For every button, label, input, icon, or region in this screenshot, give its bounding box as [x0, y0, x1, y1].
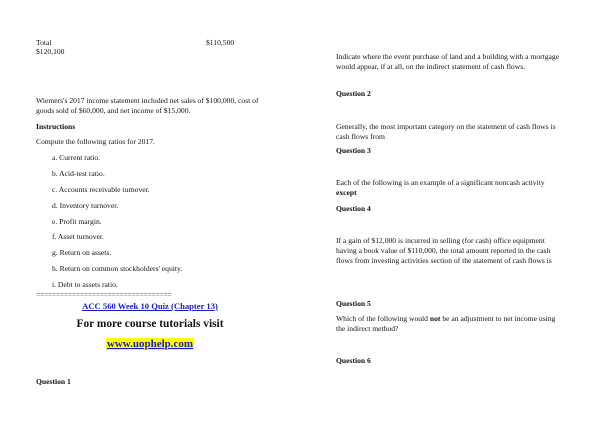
question-4-text: If a gain of $12,000 is incurred in selling (for cash) office equipment having a book value of $110,000, the total amount reported in the cash flows from investing activities section of the statement of cash flows is	[336, 236, 552, 265]
q5-not-keyword: not	[429, 314, 441, 323]
problem-text: Wiemers's 2017 income statement included net sales of $100,000, cost of goods sold of $60,000, and net income of $15,000.	[36, 96, 259, 115]
list-item: c. Accounts receivable turnover.	[52, 184, 150, 194]
question-4-heading: Question 4	[336, 204, 371, 213]
intro-question-text: Indicate where the event purchase of land and a building with a mortgage would appear, if at all, on the indirect statement of cash flows.	[336, 52, 560, 71]
question-3-heading: Question 3	[336, 146, 371, 155]
promo-text: For more course tutorials visit	[76, 318, 224, 330]
list-item: e. Profit margin.	[52, 216, 102, 226]
total-value-a: $110,500	[206, 38, 235, 47]
divider-line: ==================================	[36, 290, 172, 299]
q5-text-after: be an adjustment to net income using the indirect method?	[336, 314, 556, 333]
list-item: b. Acid-test ratio.	[52, 168, 105, 178]
ratio-list	[52, 153, 182, 296]
question-2-heading: Question 2	[336, 89, 371, 98]
total-value-b: $120,100	[36, 47, 65, 56]
question-1-heading: Question 1	[36, 377, 71, 386]
list-item: d. Inventory turnover.	[52, 200, 119, 210]
question-3-text: Each of the following is an example of a significant noncash activity	[336, 178, 545, 187]
list-item: f. Asset turnover.	[52, 232, 104, 242]
question-2-text: Generally, the most important category on the statement of cash flows is cash flows from	[336, 122, 556, 141]
question-5-text	[336, 314, 562, 334]
instructions-heading: Instructions	[36, 122, 76, 131]
question-5-heading: Question 5	[336, 299, 371, 308]
total-label: Total	[36, 38, 52, 47]
q5-text-before: Which of the following would	[336, 314, 430, 323]
question-3-keyword: except	[336, 188, 357, 197]
question-6-heading: Question 6	[336, 356, 371, 365]
site-link[interactable]: www.uophelp.com	[106, 338, 194, 350]
right-page	[300, 0, 600, 424]
list-item: g. Return on assets.	[52, 248, 112, 258]
list-item: h. Return on common stockholders' equity.	[52, 264, 183, 274]
list-item: i. Debt to assets ratio.	[52, 280, 118, 290]
list-item: a. Current ratio.	[52, 153, 101, 162]
instructions-text: Compute the following ratios for 2017.	[36, 137, 155, 146]
site-link-wrapper	[36, 338, 264, 350]
quiz-title-link[interactable]: ACC 560 Week 10 Quiz (Chapter 13)	[82, 301, 218, 311]
